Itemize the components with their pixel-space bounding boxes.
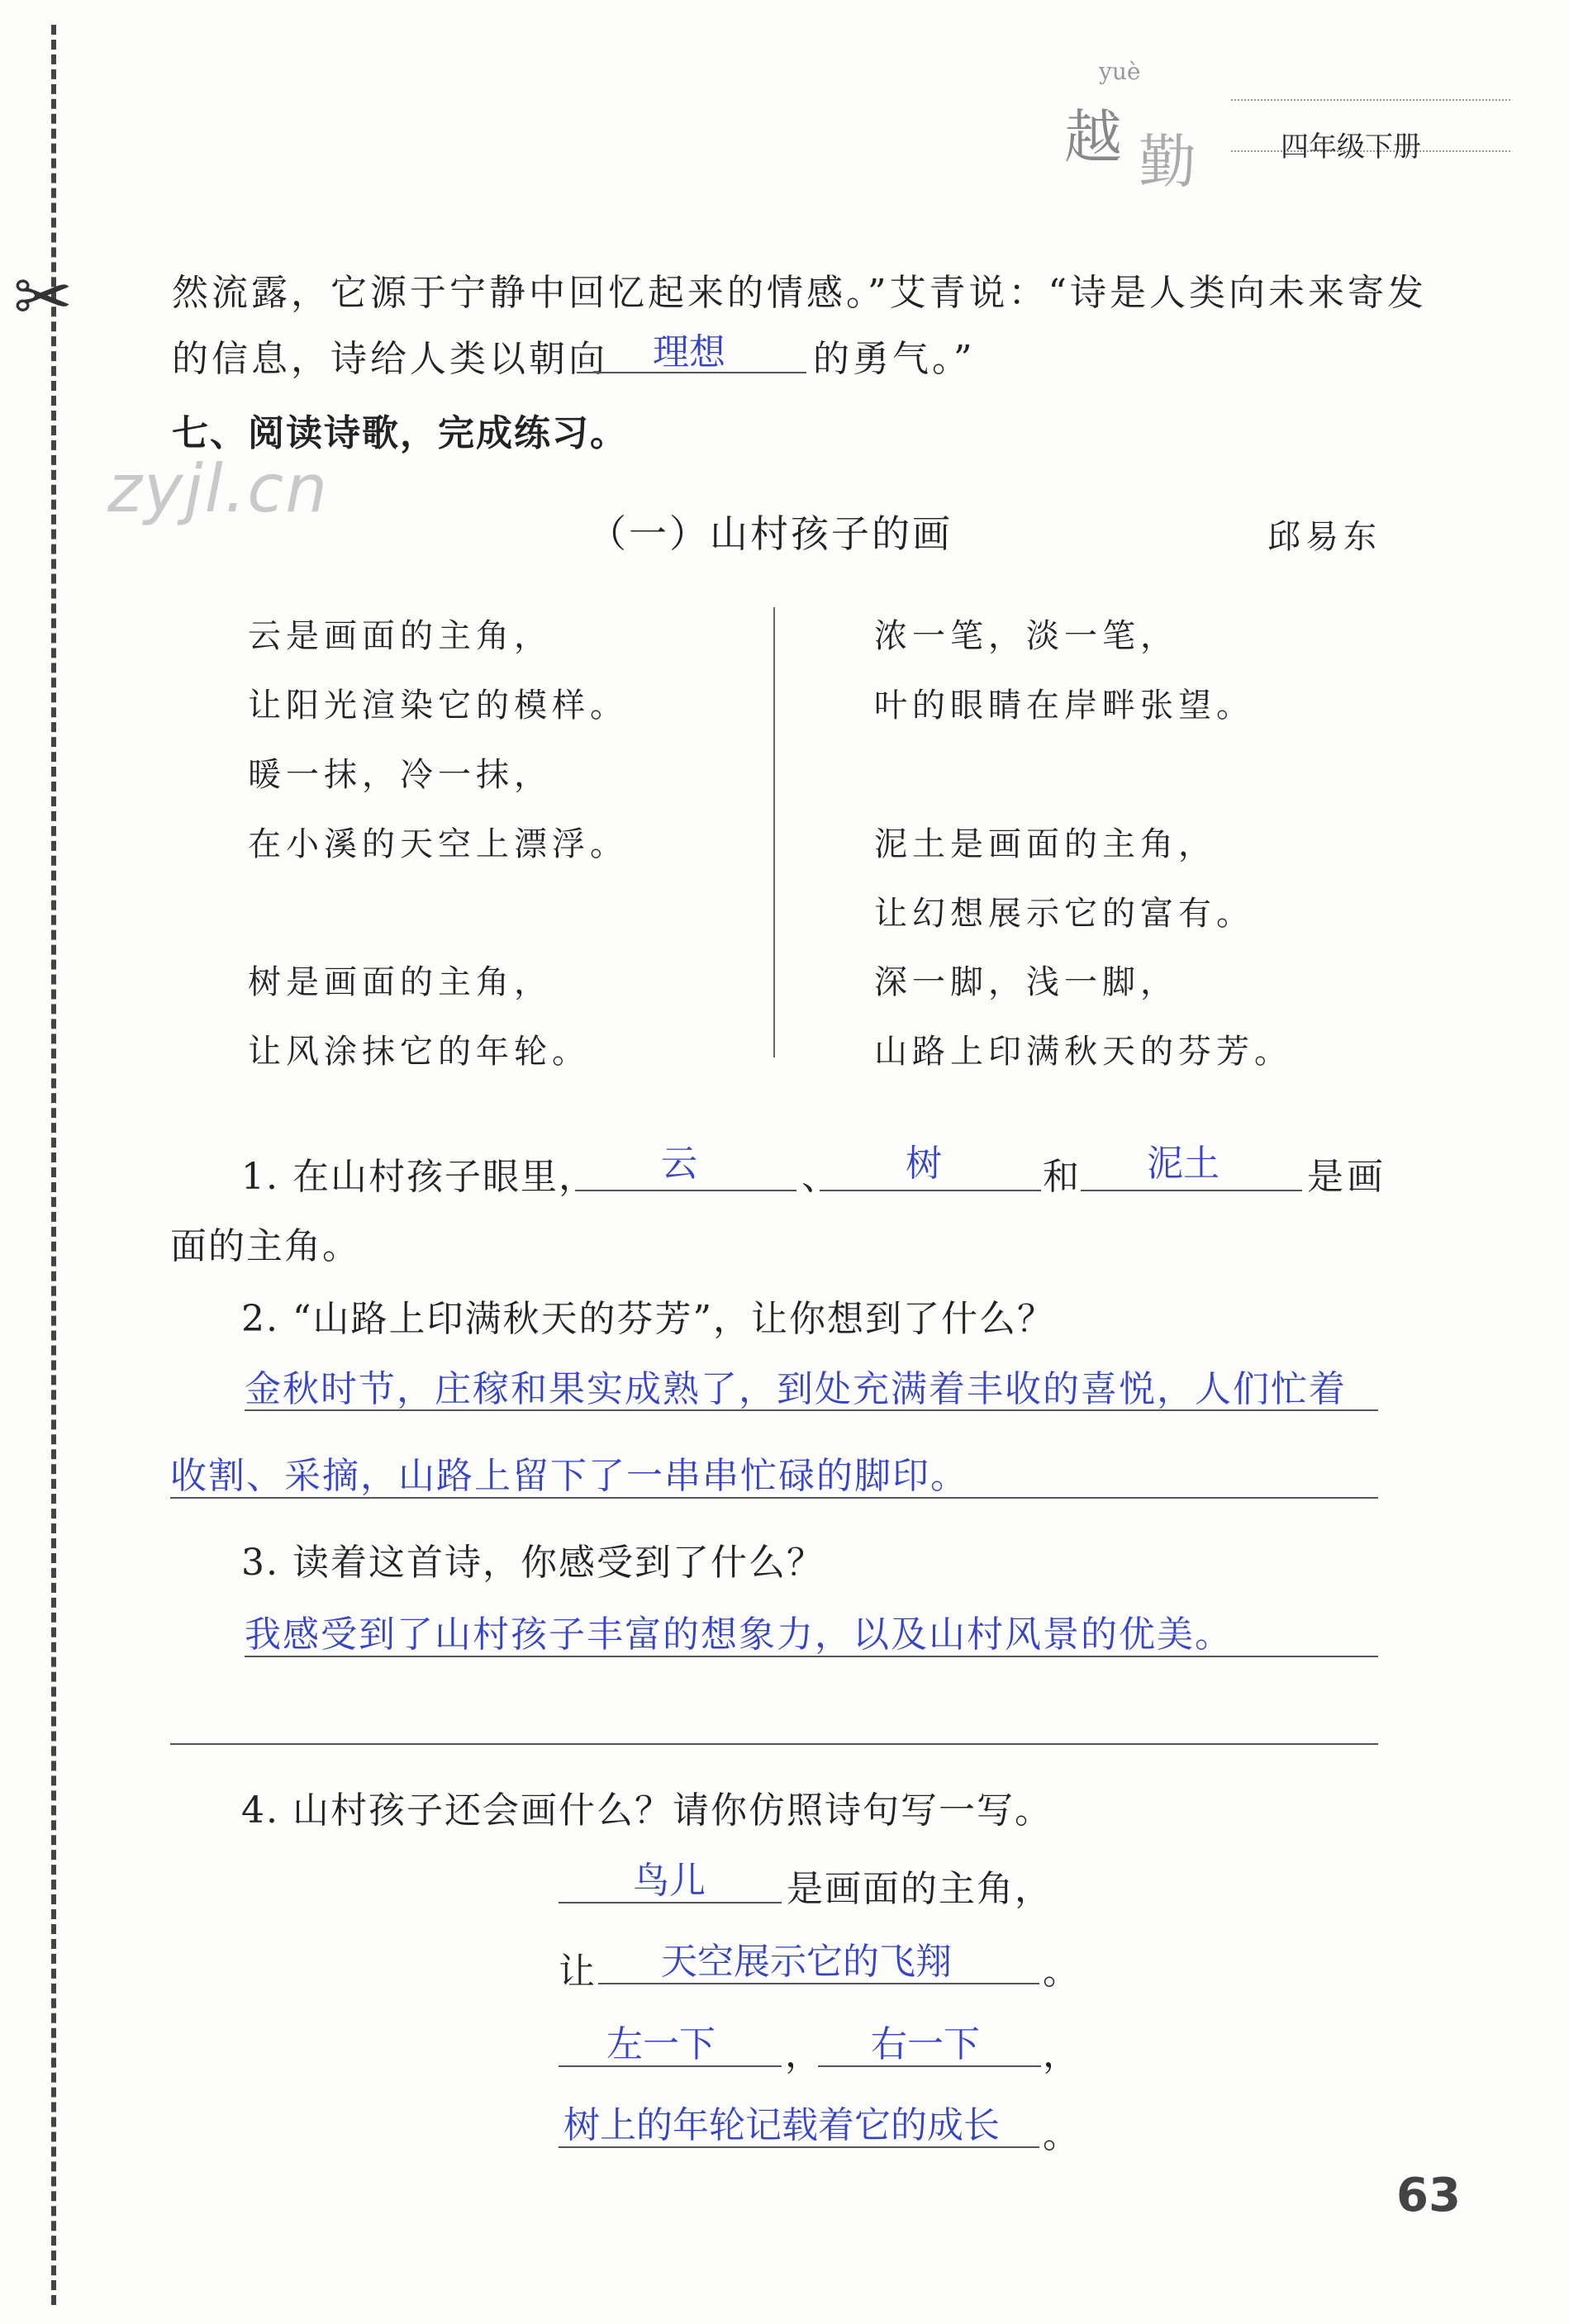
q2-answer-line-2: 收割、采摘，山路上留下了一串串忙碌的脚印。	[170, 1455, 968, 1497]
q1-line-2: 面的主角。	[170, 1225, 360, 1267]
q1-answer-3: 泥土	[1147, 1143, 1220, 1185]
poem-right-line-3: 泥土是画面的主角，	[874, 825, 1216, 863]
scissors-icon: ✂	[13, 256, 74, 339]
q2-answer-underline-2	[170, 1497, 1378, 1499]
cut-line	[51, 25, 56, 2305]
poem-right-line-4: 让幻想展示它的富有。	[874, 895, 1254, 933]
poem-left-line-6: 让风涂抹它的年轮。	[248, 1033, 590, 1071]
q4-line-2-answer: 天空展示它的飞翔	[661, 1941, 952, 1983]
intro-line-2-after: 的勇气。”	[813, 338, 976, 380]
q2-prompt: 2. “山路上印满秋天的芬芳”，让你想到了什么？	[241, 1298, 1055, 1340]
q1-blank-2	[820, 1190, 1041, 1191]
poem-left-line-4: 在小溪的天空上漂浮。	[248, 825, 628, 863]
poem-author: 邱易东	[1267, 518, 1381, 556]
q1-sep-2: 和	[1043, 1156, 1082, 1198]
q4-line-3-answer-b: 右一下	[871, 2023, 980, 2065]
q1-answer-2: 树	[906, 1143, 942, 1185]
intro-line-1: 然流露，它源于宁静中回忆起来的情感。”艾青说：“诗是人类向未来寄发	[172, 272, 1427, 314]
q2-answer-underline-1	[245, 1409, 1378, 1411]
q1-suffix: 是画	[1307, 1156, 1386, 1198]
poem-right-line-5: 深一脚，浅一脚，	[874, 963, 1178, 1001]
q3-answer-line-1: 我感受到了山村孩子丰富的想象力，以及山村风景的优美。	[245, 1613, 1233, 1656]
q3-prompt: 3. 读着这首诗，你感受到了什么？	[241, 1542, 825, 1584]
q4-prompt: 4. 山村孩子还会画什么？请你仿照诗句写一写。	[241, 1789, 1053, 1832]
section-title: 七、阅读诗歌，完成练习。	[172, 412, 628, 454]
grade-label: 四年级下册	[1281, 131, 1421, 164]
q3-answer-underline-1	[245, 1656, 1378, 1657]
stamp-char-2: 勤	[1139, 128, 1196, 196]
q4-line-3-sep: ，	[785, 2033, 825, 2075]
q4-line-2-after: 。	[1043, 1951, 1082, 1993]
q4-line-3-answer-a: 左一下	[606, 2023, 716, 2065]
q3-answer-underline-2	[170, 1743, 1378, 1745]
poem-left-line-3: 暖一抹，冷一抹，	[248, 756, 552, 794]
q4-line-4-answer: 树上的年轮记载着它的成长	[563, 2104, 1000, 2146]
q4-line-1-after: 是画面的主角，	[787, 1868, 1053, 1910]
answer-ideal: 理想	[653, 331, 725, 373]
q1-prefix: 1. 在山村孩子眼里，	[241, 1156, 597, 1198]
poem-left-line-5: 树是画面的主角，	[248, 963, 552, 1001]
page-number: 63	[1396, 2169, 1461, 2222]
q4-line-4-after: 。	[1043, 2114, 1082, 2156]
poem-left-line-2: 让阳光渲染它的模样。	[248, 687, 628, 725]
poem-right-line-2: 叶的眼睛在岸畔张望。	[874, 687, 1254, 725]
watermark: zyjl.cn	[107, 450, 329, 527]
poem-divider	[773, 607, 775, 1057]
poem-left-line-1: 云是画面的主角，	[248, 617, 552, 655]
intro-line-2-before: 的信息，诗给人类以朝向	[172, 338, 608, 380]
q1-sep-1: 、	[801, 1156, 841, 1198]
poem-right-line-1: 浓一笔，淡一笔，	[874, 617, 1178, 655]
header-stamp	[1023, 58, 1238, 198]
q1-blank-1	[575, 1190, 796, 1191]
q4-line-1-answer: 鸟儿	[633, 1860, 706, 1902]
q2-answer-line-1: 金秋时节，庄稼和果实成熟了，到处充满着丰收的喜悦，人们忙着	[245, 1368, 1347, 1410]
q1-answer-1: 云	[661, 1143, 697, 1185]
q1-blank-3	[1081, 1190, 1302, 1191]
q4-line-3-after: ，	[1043, 2033, 1082, 2075]
poem-right-line-6: 山路上印满秋天的芬芳。	[874, 1033, 1292, 1071]
q4-line-2-before: 让	[559, 1951, 598, 1993]
stamp-char-1: 越	[1064, 103, 1122, 171]
stamp-pinyin: yuè	[1099, 58, 1141, 85]
poem-title: （一）山村孩子的画	[588, 511, 953, 556]
